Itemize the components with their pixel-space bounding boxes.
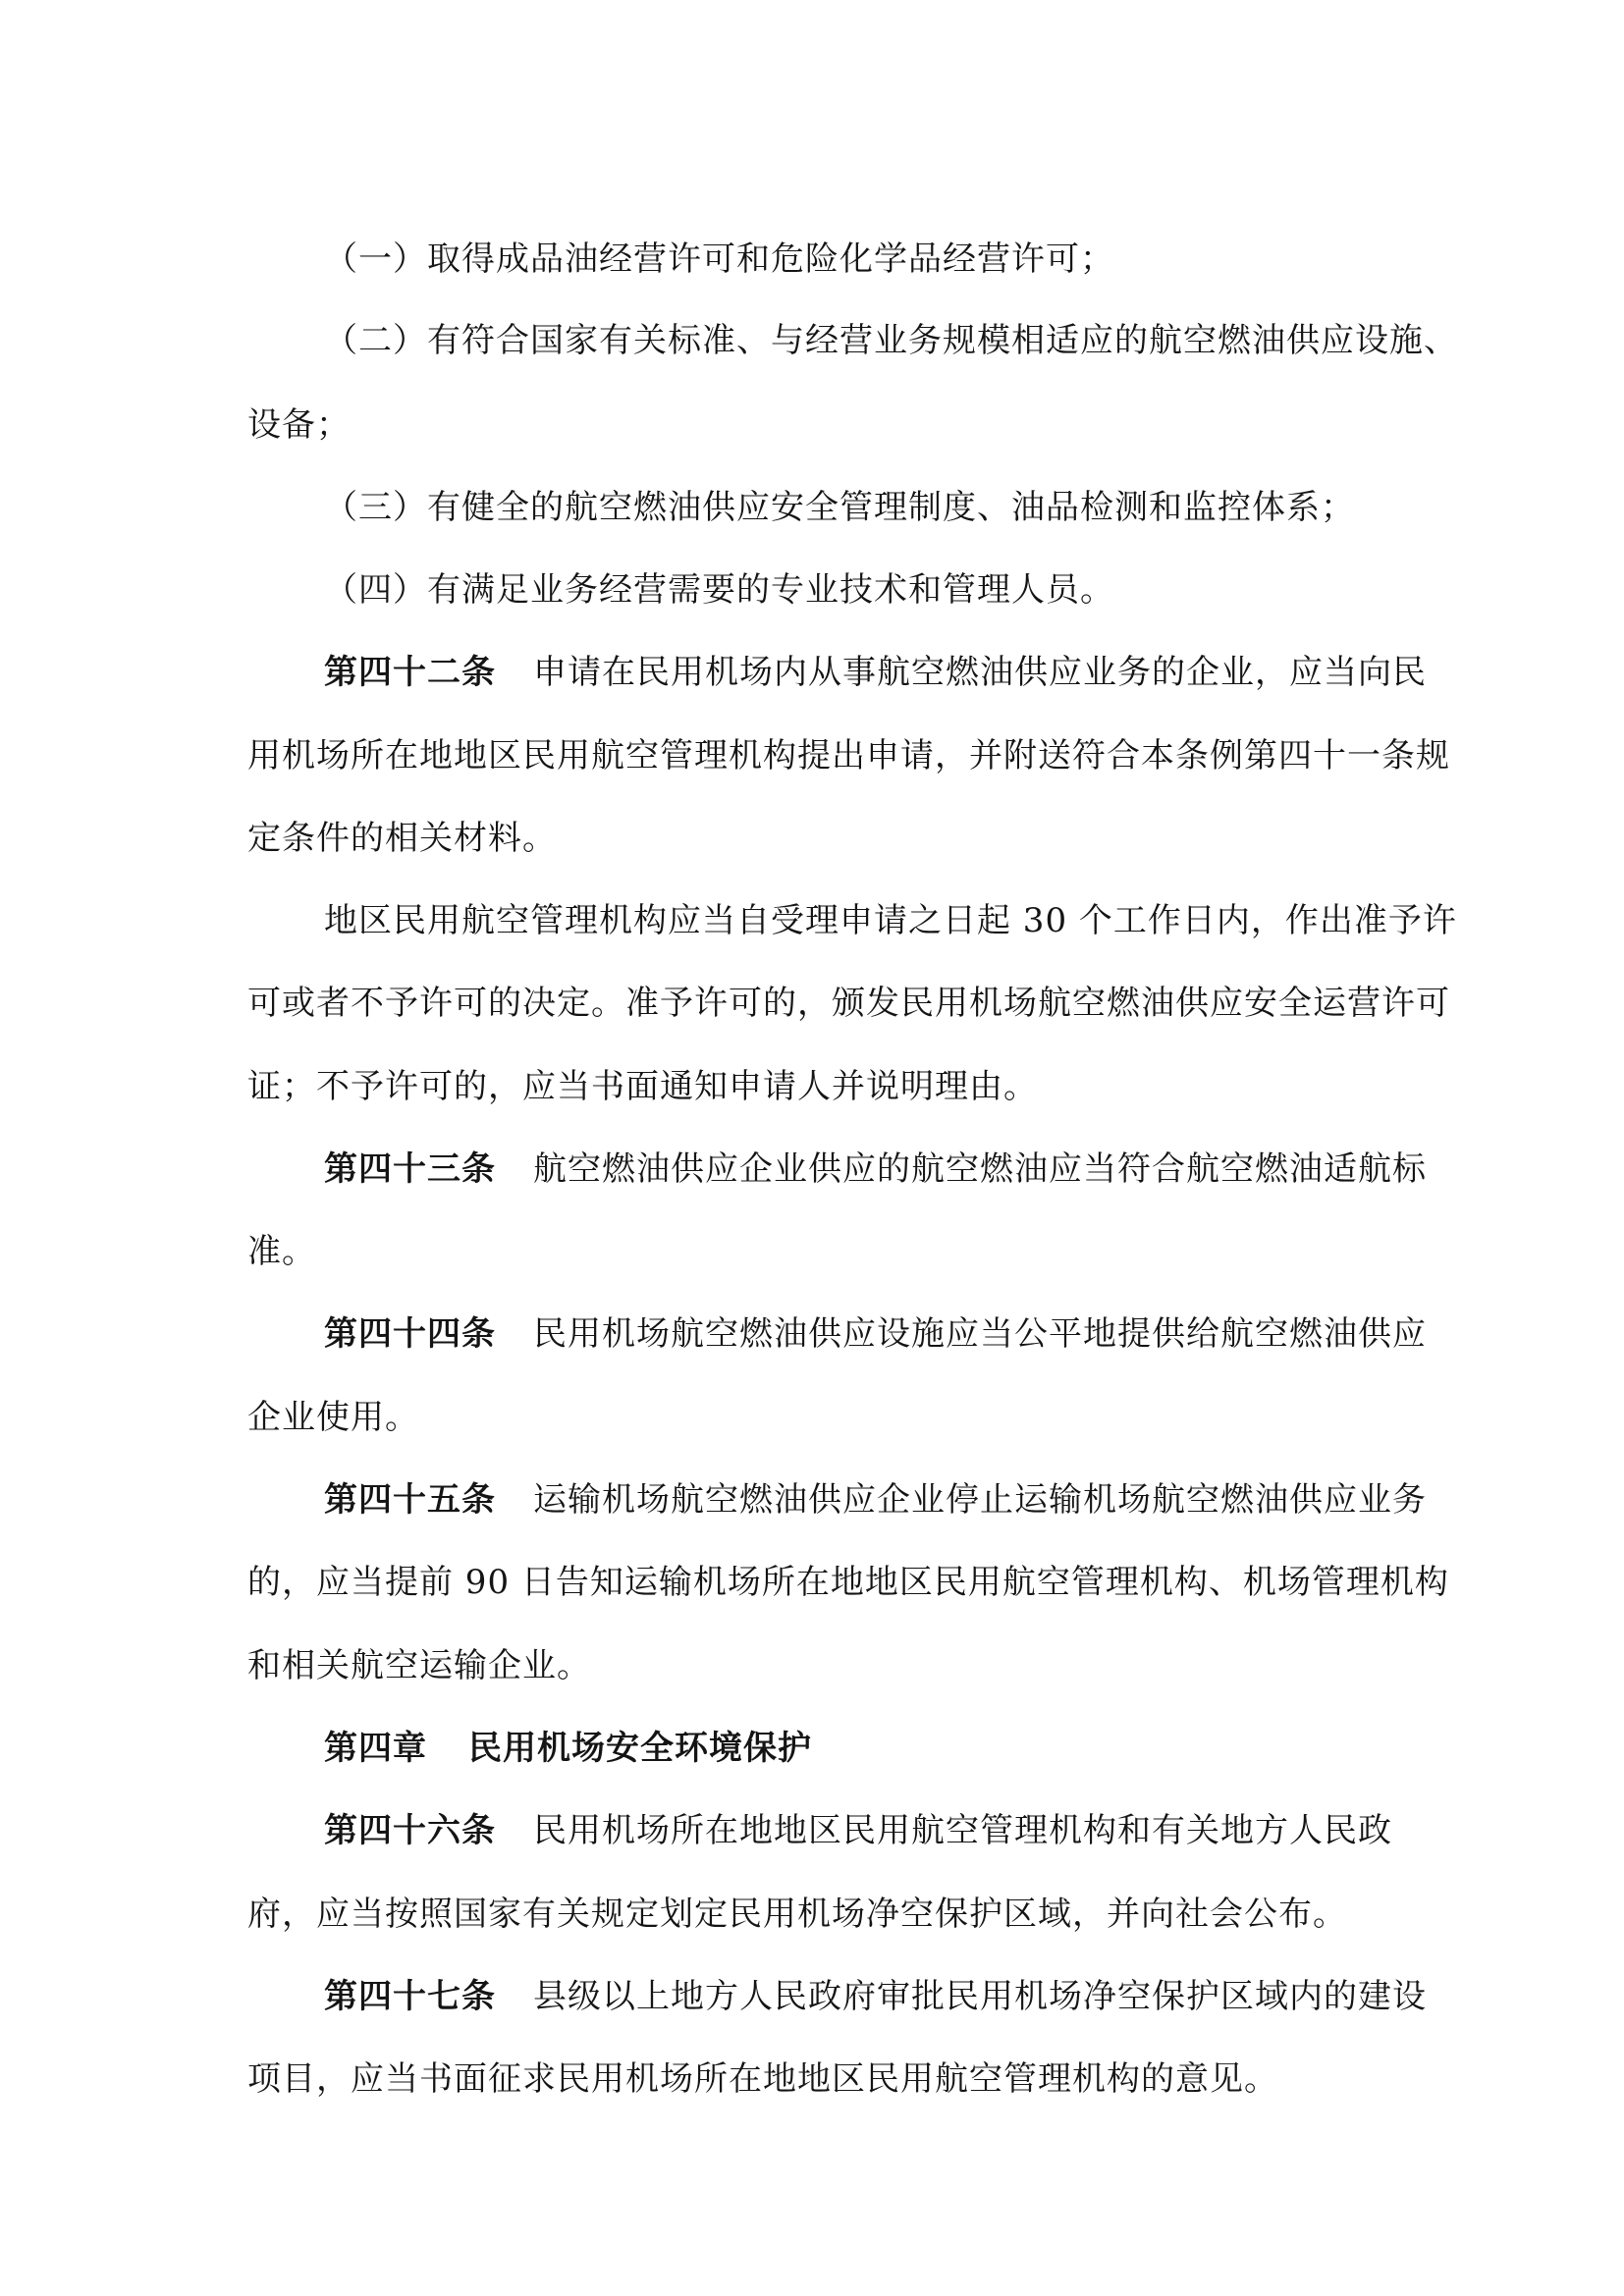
article-46-line-1 xyxy=(324,1810,1392,1851)
article-45-line-3: 和相关航空运输企业。 xyxy=(247,1646,591,1685)
article-43-line-2: 准。 xyxy=(247,1232,316,1271)
article-45-line-2: 的，应当提前 90 日告知运输机场所在地地区民用航空管理机构、机场管理机构 xyxy=(247,1563,1449,1602)
article-47-line-2: 项目，应当书面征求民用机场所在地地区民用航空管理机构的意见。 xyxy=(247,2059,1278,2099)
article-47-heading: 第四十七条 xyxy=(324,1977,496,2016)
article-44-heading: 第四十四条 xyxy=(324,1314,496,1354)
article-42-para2-line-3: 证；不予许可的，应当书面通知申请人并说明理由。 xyxy=(247,1067,1038,1106)
article-44-line-1 xyxy=(324,1313,1427,1355)
item-1: （一）取得成品油经营许可和危险化学品经营许可； xyxy=(324,240,1114,279)
article-45-line-1 xyxy=(324,1479,1427,1521)
item-3: （三）有健全的航空燃油供应安全管理制度、油品检测和监控体系； xyxy=(324,488,1355,527)
chapter-heading xyxy=(324,1728,812,1769)
article-43-text: 航空燃油供应企业供应的航空燃油应当符合航空燃油适航标 xyxy=(533,1149,1427,1189)
item-2-line-1: （二）有符合国家有关标准、与经营业务规模相适应的航空燃油供应设施、 xyxy=(324,321,1458,360)
article-43-heading: 第四十三条 xyxy=(324,1149,496,1189)
article-45-heading: 第四十五条 xyxy=(324,1480,496,1520)
article-46-text: 民用机场所在地地区民用航空管理机构和有关地方人民政 xyxy=(533,1811,1392,1850)
chapter-number: 第四章 xyxy=(324,1729,427,1768)
article-47-text: 县级以上地方人民政府审批民用机场净空保护区域内的建设 xyxy=(533,1977,1427,2016)
article-46-line-2: 府，应当按照国家有关规定划定民用机场净空保护区域，并向社会公布。 xyxy=(247,1895,1347,1934)
article-42-heading: 第四十二条 xyxy=(324,653,496,692)
article-43-line-1 xyxy=(324,1148,1427,1190)
article-42-line-1 xyxy=(324,652,1427,693)
article-44-text: 民用机场航空燃油供应设施应当公平地提供给航空燃油供应 xyxy=(533,1314,1427,1354)
chapter-title: 民用机场安全环境保护 xyxy=(468,1729,812,1768)
article-46-heading: 第四十六条 xyxy=(324,1811,496,1850)
article-47-line-1 xyxy=(324,1976,1427,2017)
article-42-line-2: 用机场所在地地区民用航空管理机构提出申请，并附送符合本条例第四十一条规 xyxy=(247,736,1450,775)
item-2-line-2: 设备； xyxy=(247,405,351,445)
item-4: （四）有满足业务经营需要的专业技术和管理人员。 xyxy=(324,570,1114,610)
article-42-line-3: 定条件的相关材料。 xyxy=(247,819,557,858)
article-42-para2-line-2: 可或者不予许可的决定。准予许可的，颁发民用机场航空燃油供应安全运营许可 xyxy=(247,984,1450,1023)
article-44-line-2: 企业使用。 xyxy=(247,1398,419,1437)
article-45-text: 运输机场航空燃油供应企业停止运输机场航空燃油供应业务 xyxy=(533,1480,1427,1520)
article-42-para2-line-1: 地区民用航空管理机构应当自受理申请之日起 30 个工作日内，作出准予许 xyxy=(324,901,1457,940)
article-42-text: 申请在民用机场内从事航空燃油供应业务的企业，应当向民 xyxy=(533,653,1427,692)
